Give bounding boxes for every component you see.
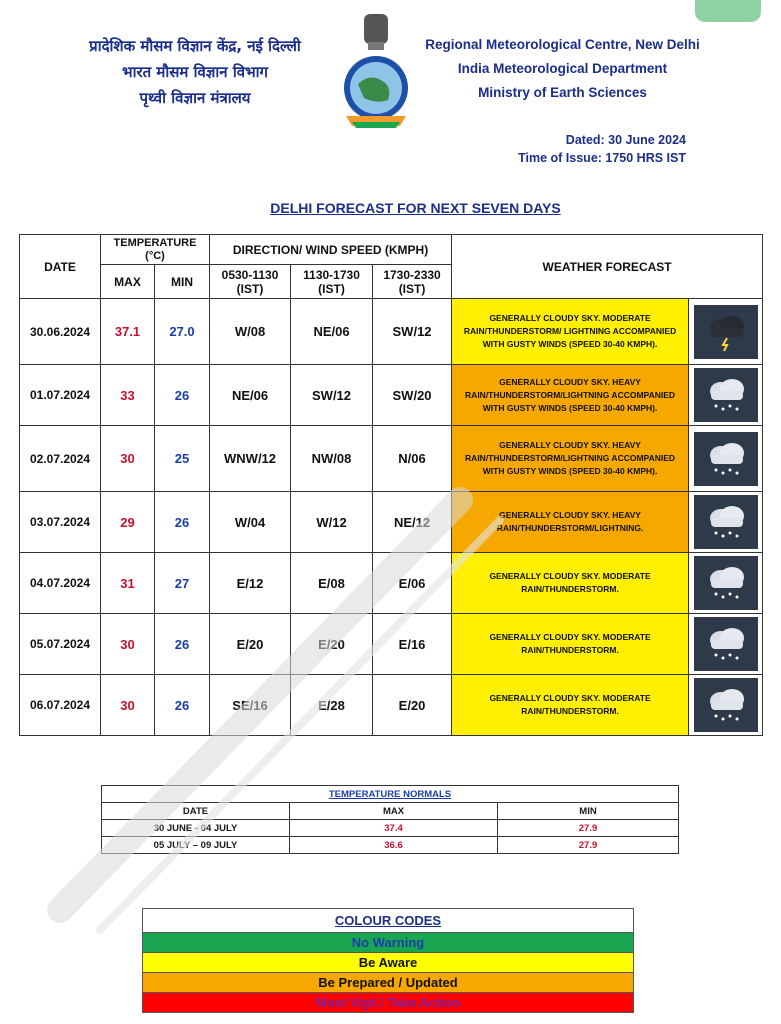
hindi-line: भारत मौसम विज्ञान विभाग: [122, 63, 268, 81]
forecast-wind-slot-3: E/06: [373, 553, 452, 614]
forecast-date: 04.07.2024: [20, 553, 101, 614]
normals-title: TEMPERATURE NORMALS: [102, 786, 679, 803]
forecast-wind-slot-2: E/28: [291, 675, 373, 736]
forecast-wind-slot-1: SE/16: [210, 675, 291, 736]
forecast-max-temp: 29: [101, 492, 155, 553]
forecast-wind-slot-2: NE/06: [291, 299, 373, 365]
forecast-wind-slot-3: N/06: [373, 426, 452, 492]
rain-cloud-icon: [694, 678, 758, 732]
temperature-label: TEMPERATURE: [113, 236, 197, 249]
forecast-wind-slot-3: SW/20: [373, 365, 452, 426]
slot-2-tz: (IST): [318, 281, 345, 296]
header-temperature: [101, 235, 210, 265]
forecast-row: [20, 675, 763, 736]
forecast-date: 30.06.2024: [20, 299, 101, 365]
forecast-text: GENERALLY CLOUDY SKY. MODERATE RAIN/THUNDERSTORM.: [452, 675, 689, 736]
temperature-unit: (°C): [145, 249, 165, 262]
forecast-wind-slot-1: E/12: [210, 553, 291, 614]
normals-header-date: DATE: [102, 803, 290, 820]
normals-row: [102, 837, 679, 854]
forecast-row: [20, 614, 763, 675]
forecast-icon-cell: [689, 614, 763, 675]
rain-cloud-icon: [694, 556, 758, 610]
slot-1-time: 0530-1130: [221, 267, 279, 282]
forecast-wind-slot-2: SW/12: [291, 365, 373, 426]
english-line: Regional Meteorological Centre, New Delhi: [425, 37, 700, 52]
temperature-normals-table: [101, 785, 679, 854]
header-slot-3: [373, 265, 452, 299]
forecast-min-temp: 25: [155, 426, 210, 492]
forecast-date: 03.07.2024: [20, 492, 101, 553]
header-min: MIN: [155, 265, 210, 299]
rain-cloud-icon: [694, 617, 758, 671]
forecast-row: [20, 365, 763, 426]
colour-code-take-action: Most Vigil / Take Action: [143, 993, 634, 1013]
normals-header-min: MIN: [498, 803, 679, 820]
forecast-wind-slot-3: E/16: [373, 614, 452, 675]
forecast-wind-slot-3: NE/12: [373, 492, 452, 553]
forecast-icon-cell: [689, 553, 763, 614]
forecast-wind-slot-3: E/20: [373, 675, 452, 736]
normals-max: 36.6: [290, 837, 498, 854]
forecast-wind-slot-1: WNW/12: [210, 426, 291, 492]
forecast-text: GENERALLY CLOUDY SKY. HEAVY RAIN/THUNDERSTORM/LIGHTNING ACCOMPANIED WITH GUSTY WINDS (SPEED 30-40 KMPH).: [452, 365, 689, 426]
forecast-wind-slot-1: W/04: [210, 492, 291, 553]
normals-date: 30 JUNE - 04 JULY: [102, 820, 290, 837]
forecast-min-temp: 26: [155, 492, 210, 553]
forecast-max-temp: 30: [101, 675, 155, 736]
thunderstorm-icon: [694, 305, 758, 359]
forecast-icon-cell: [689, 365, 763, 426]
forecast-icon-cell: [689, 426, 763, 492]
forecast-row: [20, 426, 763, 492]
forecast-min-temp: 26: [155, 365, 210, 426]
forecast-text: GENERALLY CLOUDY SKY. HEAVY RAIN/THUNDERSTORM/LIGHTNING.: [452, 492, 689, 553]
header-hindi: [40, 33, 350, 111]
forecast-text: GENERALLY CLOUDY SKY. HEAVY RAIN/THUNDERSTORM/LIGHTNING ACCOMPANIED WITH GUSTY WINDS (SPEED 30-40 KMPH).: [452, 426, 689, 492]
forecast-row: [20, 553, 763, 614]
header-max: MAX: [101, 265, 155, 299]
forecast-body: [20, 299, 763, 736]
normals-date: 05 JULY – 09 JULY: [102, 837, 290, 854]
forecast-wind-slot-1: E/20: [210, 614, 291, 675]
colour-codes-title: COLOUR CODES: [143, 909, 634, 933]
dated-text: Dated: 30 June 2024: [565, 133, 686, 147]
normals-row: [102, 820, 679, 837]
normals-max: 37.4: [290, 820, 498, 837]
rain-cloud-icon: [694, 432, 758, 486]
page-title: DELHI FORECAST FOR NEXT SEVEN DAYS: [270, 200, 561, 216]
forecast-min-temp: 26: [155, 614, 210, 675]
forecast-min-temp: 27.0: [155, 299, 210, 365]
header-slot-1: [210, 265, 291, 299]
time-of-issue: Time of Issue: 1750 HRS IST: [518, 151, 686, 165]
colour-codes-table: [142, 908, 634, 1013]
forecast-row: [20, 299, 763, 365]
hindi-line: पृथ्वी विज्ञान मंत्रालय: [139, 89, 251, 107]
hindi-line: प्रादेशिक मौसम विज्ञान केंद्र, नई दिल्ली: [89, 37, 301, 55]
forecast-icon-cell: [689, 492, 763, 553]
slot-3-time: 1730-2330: [383, 267, 441, 282]
forecast-wind-slot-2: E/20: [291, 614, 373, 675]
forecast-wind-slot-2: NW/08: [291, 426, 373, 492]
forecast-wind-slot-1: W/08: [210, 299, 291, 365]
english-line: India Meteorological Department: [457, 61, 668, 76]
forecast-text: GENERALLY CLOUDY SKY. MODERATE RAIN/THUNDERSTORM.: [452, 553, 689, 614]
forecast-date: 02.07.2024: [20, 426, 101, 492]
header-weather-forecast: WEATHER FORECAST: [452, 235, 763, 299]
forecast-date: 06.07.2024: [20, 675, 101, 736]
normals-min: 27.9: [498, 837, 679, 854]
forecast-icon-cell: [689, 675, 763, 736]
forecast-date: 01.07.2024: [20, 365, 101, 426]
normals-header-max: MAX: [290, 803, 498, 820]
colour-code-be-aware: Be Aware: [143, 953, 634, 973]
forecast-text: GENERALLY CLOUDY SKY. MODERATE RAIN/THUNDERSTORM.: [452, 614, 689, 675]
forecast-date: 05.07.2024: [20, 614, 101, 675]
header-english: [410, 33, 715, 105]
normals-min: 27.9: [498, 820, 679, 837]
forecast-min-temp: 27: [155, 553, 210, 614]
header-date: DATE: [20, 235, 101, 299]
rain-cloud-icon: [694, 495, 758, 549]
forecast-table: [19, 234, 763, 736]
issue-info: [518, 131, 686, 167]
slot-2-time: 1130-1730: [303, 267, 360, 282]
colour-code-no-warning: No Warning: [143, 933, 634, 953]
forecast-wind-slot-1: NE/06: [210, 365, 291, 426]
forecast-wind-slot-3: SW/12: [373, 299, 452, 365]
slot-3-tz: (IST): [398, 281, 426, 296]
colour-code-be-prepared: Be Prepared / Updated: [143, 973, 634, 993]
header-wind: DIRECTION/ WIND SPEED (KMPH): [210, 235, 452, 265]
forecast-wind-slot-2: W/12: [291, 492, 373, 553]
forecast-max-temp: 30: [101, 614, 155, 675]
forecast-max-temp: 31: [101, 553, 155, 614]
forecast-row: [20, 492, 763, 553]
forecast-text: GENERALLY CLOUDY SKY. MODERATE RAIN/THUNDERSTORM/ LIGHTNING ACCOMPANIED WITH GUSTY WINDS (SPEED 30-40 KMPH).: [452, 299, 689, 365]
imd-emblem: [340, 12, 412, 130]
forecast-max-temp: 30: [101, 426, 155, 492]
header-slot-2: [291, 265, 373, 299]
rain-cloud-icon: [694, 368, 758, 422]
corner-tab: [695, 0, 761, 22]
slot-1-tz: (IST): [236, 281, 264, 296]
english-line: Ministry of Earth Sciences: [478, 85, 647, 100]
forecast-max-temp: 37.1: [101, 299, 155, 365]
forecast-icon-cell: [689, 299, 763, 365]
forecast-wind-slot-2: E/08: [291, 553, 373, 614]
forecast-max-temp: 33: [101, 365, 155, 426]
forecast-min-temp: 26: [155, 675, 210, 736]
